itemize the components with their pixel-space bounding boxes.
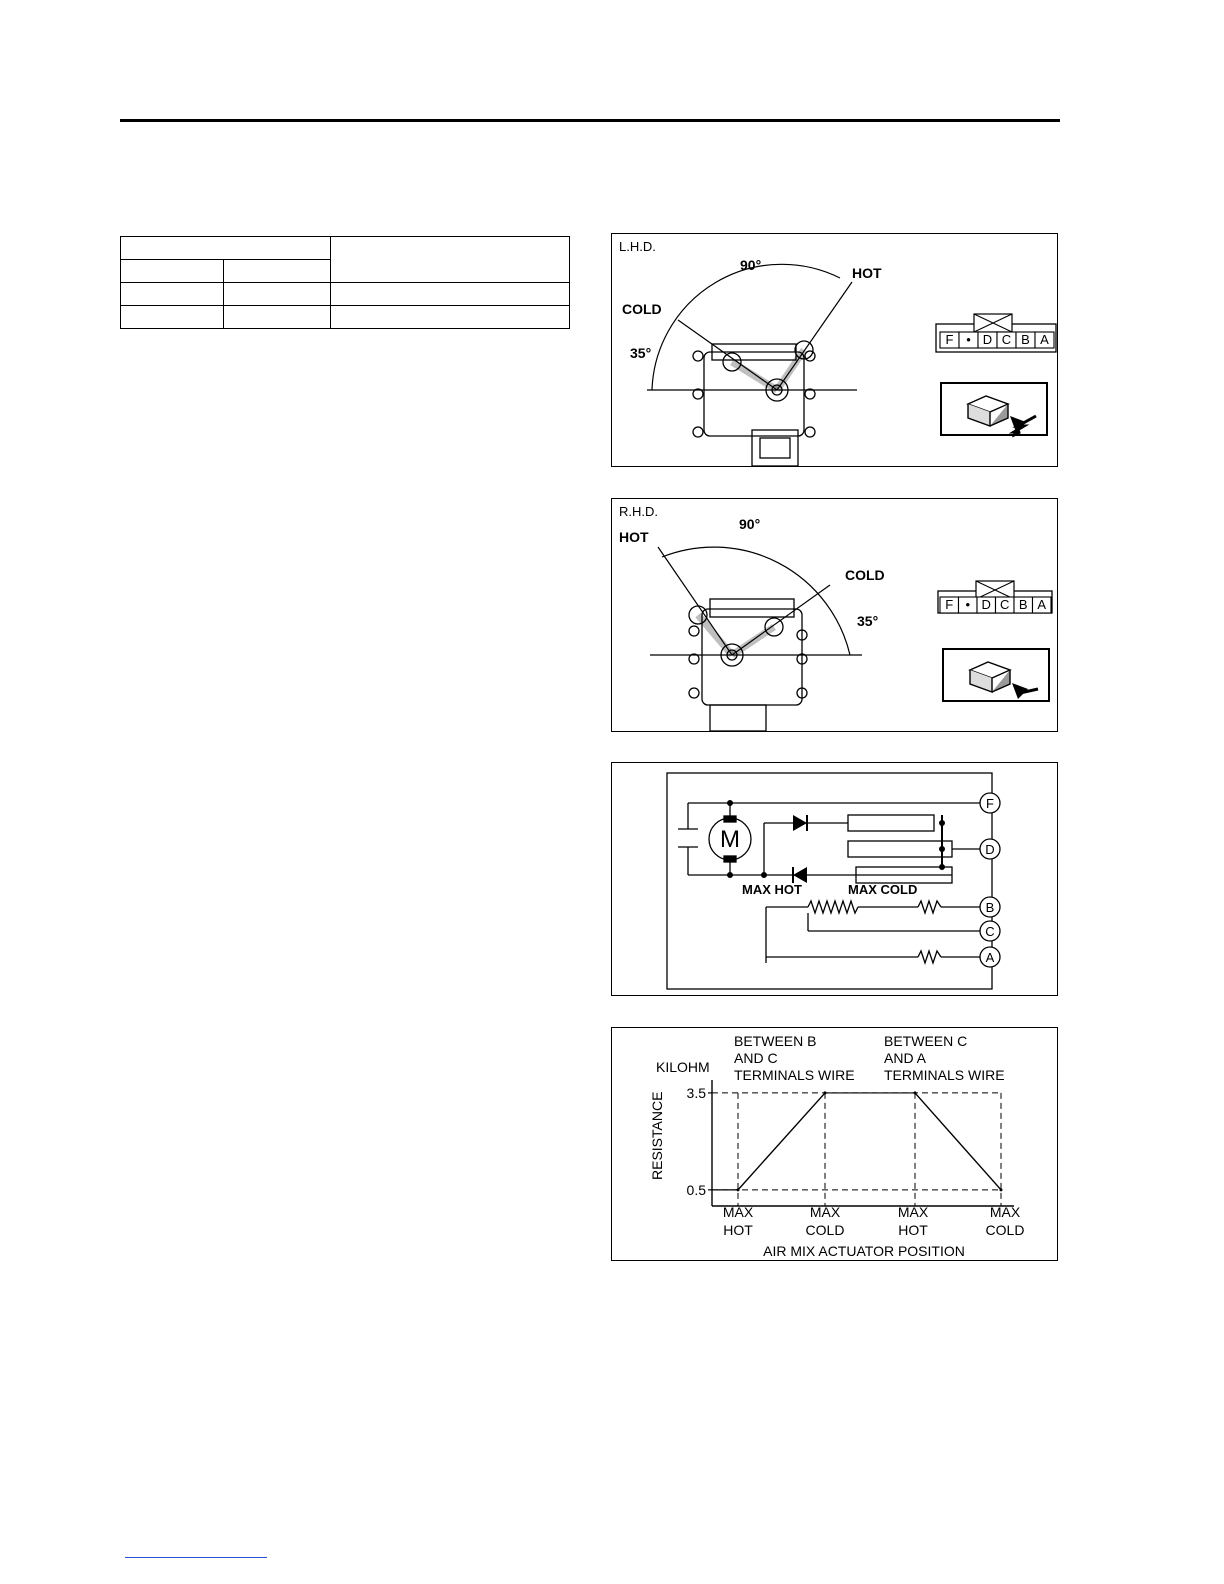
- x-tick-label: MAX: [722, 1204, 754, 1220]
- header-rule: [120, 119, 1060, 122]
- resistor: [918, 951, 941, 963]
- annotation-line: TERMINALS WIRE: [734, 1067, 855, 1083]
- connector-pin-label: D: [982, 332, 993, 347]
- connector-pin-label: •: [965, 597, 971, 612]
- table-header-cell: [121, 237, 331, 260]
- max-hot-label: MAX HOT: [742, 882, 802, 897]
- motor-brush: [724, 816, 736, 822]
- diode: [793, 867, 807, 883]
- x-tick-label: MAX: [989, 1204, 1021, 1220]
- table-cell: [121, 306, 224, 329]
- lhd-angle-cold-label: 35°: [630, 345, 652, 361]
- connector-pin-label: A: [1037, 597, 1047, 612]
- resistor: [918, 901, 941, 913]
- connector-pin-label: C: [1001, 332, 1012, 347]
- rhd-angle-cold-label: 35°: [857, 613, 879, 629]
- terminal-label: F: [986, 796, 994, 811]
- lhd-title: L.H.D.: [619, 239, 656, 254]
- motor-brush: [724, 856, 736, 862]
- rhd-actuator-figure: [611, 498, 1058, 732]
- table-header-cell: [224, 260, 331, 283]
- connector-pin-label: C: [1000, 597, 1010, 612]
- annotation-line: AND C: [734, 1050, 778, 1066]
- x-tick-label: MAX: [809, 1204, 841, 1220]
- resistance-chart: [612, 1028, 1059, 1262]
- connector-pin-label: D: [981, 597, 991, 612]
- lhd-angle-total-label: 90°: [740, 257, 762, 273]
- limit-switch-max-hot: [848, 815, 934, 831]
- connector-view-icon: [943, 649, 1049, 701]
- circuit-figure: [611, 762, 1058, 996]
- connector-pin-label: B: [1021, 332, 1030, 347]
- y-unit-label: KILOHM: [656, 1059, 710, 1075]
- annotation-line: TERMINALS WIRE: [884, 1067, 1005, 1083]
- motor-label: M: [720, 826, 740, 853]
- table-cell: [224, 283, 331, 306]
- lhd-actuator-figure: [611, 233, 1058, 467]
- series-line-0: [738, 1093, 825, 1190]
- table-header-cell: [331, 237, 570, 283]
- spec-table: [120, 236, 570, 329]
- connector-view-icon: [941, 383, 1047, 436]
- rhd-title: R.H.D.: [619, 504, 658, 519]
- table-cell: [331, 306, 570, 329]
- x-tick-label: HOT: [898, 1222, 928, 1238]
- terminal-label: D: [985, 842, 995, 857]
- resistance-chart-figure: [611, 1027, 1058, 1261]
- table-cell: [121, 283, 224, 306]
- annotation-bc: [734, 1033, 855, 1083]
- connector-pin-label: •: [966, 332, 971, 347]
- annotation-ca: [884, 1033, 1005, 1083]
- circuit-diagram: [612, 763, 1059, 997]
- annotation-line: AND A: [884, 1050, 927, 1066]
- footer-link-underline: [125, 1557, 267, 1558]
- x-tick-label: MAX: [897, 1204, 929, 1220]
- max-cold-label: MAX COLD: [848, 882, 918, 897]
- x-tick-label: COLD: [805, 1222, 845, 1238]
- terminal-label: A: [985, 950, 995, 965]
- connector-pin-label: F: [945, 332, 954, 347]
- table-cell: [331, 283, 570, 306]
- lhd-actuator-body: [693, 341, 815, 466]
- rhd-connector-pins: [938, 581, 1052, 613]
- lhd-connector-pins: [936, 314, 1056, 352]
- x-tick-label: HOT: [723, 1222, 753, 1238]
- limit-switch-common: [848, 841, 952, 857]
- terminal-label: C: [985, 924, 995, 939]
- annotation-line: BETWEEN B: [734, 1033, 817, 1049]
- terminal-label: B: [985, 900, 995, 915]
- connector-pin-label: B: [1018, 597, 1028, 612]
- data-point: [1000, 1188, 1003, 1191]
- y-axis-label: RESISTANCE: [649, 1091, 665, 1180]
- table-header-row: [121, 237, 570, 260]
- lhd-hot-label: HOT: [852, 265, 882, 281]
- x-tick-label: COLD: [985, 1222, 1025, 1238]
- series-line-1: [915, 1093, 1001, 1190]
- rhd-cold-label: COLD: [845, 567, 885, 583]
- terminal-list: [980, 793, 1000, 967]
- connector-pin-label: A: [1040, 332, 1049, 347]
- lhd-cold-label: COLD: [622, 301, 662, 317]
- rhd-actuator-body: [689, 599, 807, 731]
- rhd-hot-label: HOT: [619, 529, 649, 545]
- table-cell: [224, 306, 331, 329]
- junction-dots: [727, 800, 945, 878]
- table-row: [121, 283, 570, 306]
- x-axis-label: AIR MIX ACTUATOR POSITION: [763, 1243, 965, 1259]
- connector-pin-label: F: [945, 597, 954, 612]
- potentiometer: [808, 901, 858, 913]
- diode: [793, 815, 807, 831]
- table-header-cell: [121, 260, 224, 283]
- y-tick-label: 0.5: [686, 1181, 706, 1198]
- lhd-diagram: [612, 234, 1059, 468]
- y-tick-label: 3.5: [686, 1084, 706, 1101]
- annotation-line: BETWEEN C: [884, 1033, 968, 1049]
- table-row: [121, 306, 570, 329]
- rhd-angle-total-label: 90°: [739, 516, 761, 532]
- rhd-diagram: [612, 499, 1059, 733]
